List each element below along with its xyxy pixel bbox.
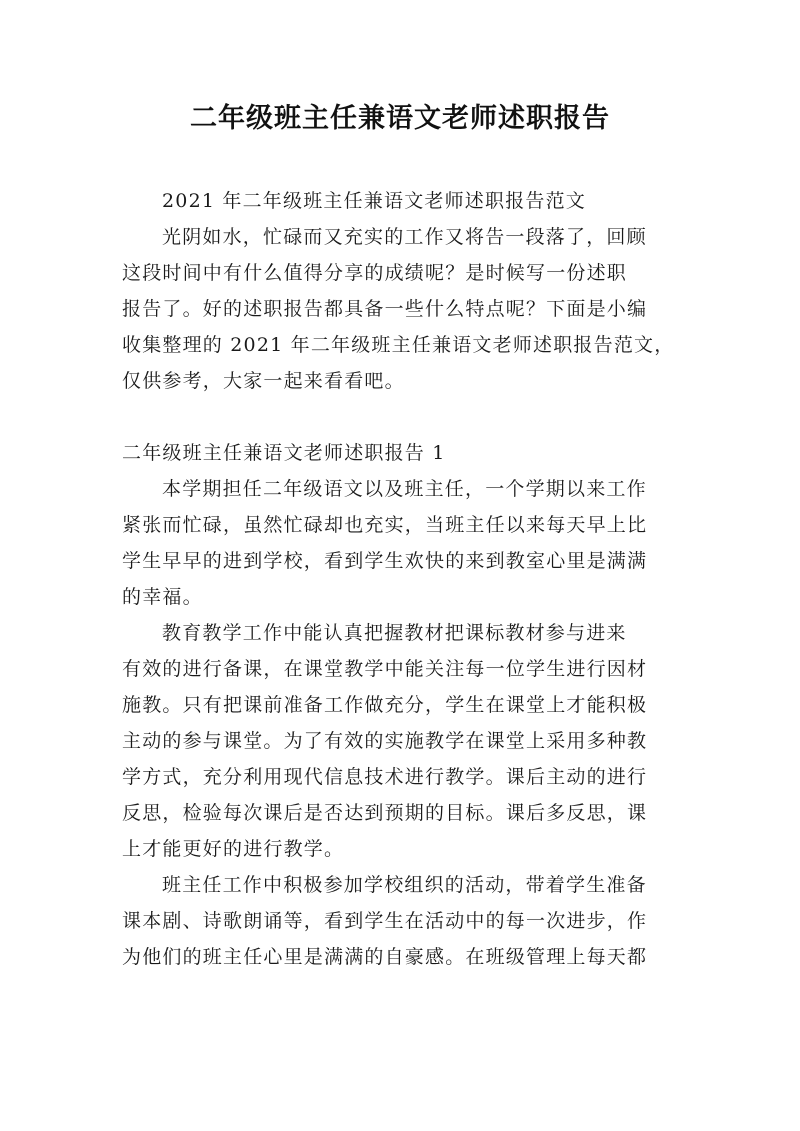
paragraph-line: 施教。只有把课前准备工作做充分，学生在课堂上才能积极 [122, 694, 648, 716]
paragraph-line: 学生早早的进到学校，看到学生欢快的来到教室心里是满满 [122, 550, 648, 572]
paragraph-line: 仅供参考，大家一起来看看吧。 [122, 370, 405, 392]
paragraph-line: 为他们的班主任心里是满满的自豪感。在班级管理上每天都 [122, 946, 648, 968]
paragraph-3 [122, 867, 682, 975]
paragraph-line: 有效的进行备课，在课堂教学中能关注每一位学生进行因材 [122, 658, 648, 680]
paragraph-1 [122, 471, 682, 615]
paragraph-line: 本学期担任二年级语文以及班主任，一个学期以来工作 [162, 478, 647, 500]
paragraph-line: 收集整理的 2021 年二年级班主任兼语文老师述职报告范文， [122, 334, 675, 356]
paragraph-line: 紧张而忙碌，虽然忙碌却也充实，当班主任以来每天早上比 [122, 514, 648, 536]
paragraph-line: 的幸福。 [122, 586, 203, 608]
document-subtitle: 2021 年二年级班主任兼语文老师述职报告范文 [162, 190, 586, 212]
section-spacer [122, 399, 682, 435]
paragraph-line: 报告了。好的述职报告都具备一些什么特点呢？下面是小编 [122, 298, 648, 320]
intro-paragraph [122, 219, 682, 399]
paragraph-line: 主动的参与课堂。为了有效的实施教学在课堂上采用多种教 [122, 730, 648, 752]
document-title: 二年级班主任兼语文老师述职报告 [190, 103, 610, 134]
paragraph-line: 学方式，充分利用现代信息技术进行教学。课后主动的进行 [122, 766, 648, 788]
section-heading: 二年级班主任兼语文老师述职报告 1 [122, 442, 446, 464]
document-body [122, 183, 682, 975]
paragraph-line: 教育教学工作中能认真把握教材把课标教材参与进来 [162, 622, 627, 644]
paragraph-2 [122, 615, 682, 867]
paragraph-line: 反思，检验每次课后是否达到预期的目标。课后多反思，课 [122, 802, 648, 824]
paragraph-line: 这段时间中有什么值得分享的成绩呢？是时候写一份述职 [122, 262, 628, 284]
paragraph-line: 课本剧、诗歌朗诵等，看到学生在活动中的每一次进步，作 [122, 910, 648, 932]
paragraph-line: 上才能更好的进行教学。 [122, 838, 345, 860]
paragraph-line: 光阴如水，忙碌而又充实的工作又将告一段落了，回顾 [162, 226, 647, 248]
paragraph-line: 班主任工作中积极参加学校组织的活动，带着学生准备 [162, 874, 647, 896]
